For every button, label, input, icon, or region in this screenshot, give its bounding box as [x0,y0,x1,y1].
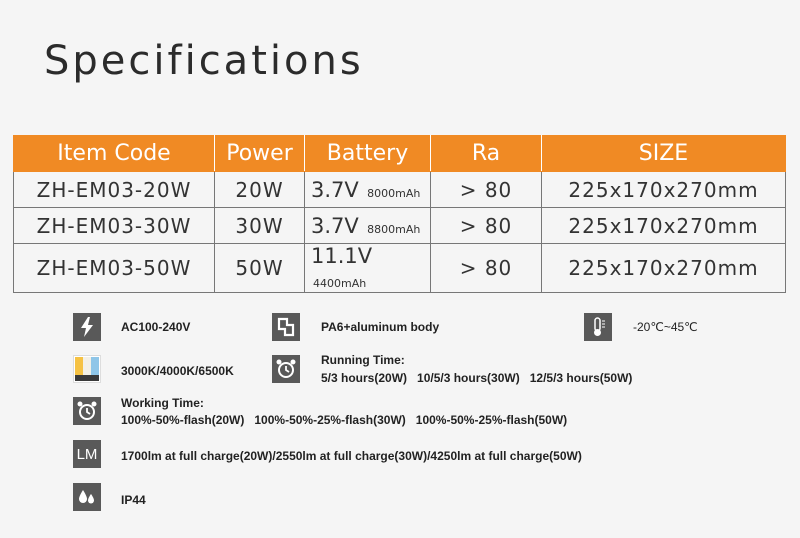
input-voltage-text: AC100-240V [121,320,191,334]
battery-cell [305,208,431,244]
water-drop-icon [73,483,101,511]
battery-cell [305,244,431,293]
running-time-text: 5/3 hours(20W) 10/5/3 hours(30W) 12/5/3 hours(50W) [321,371,633,385]
housing-icon [272,313,300,341]
table-row [14,172,786,208]
running-time-title: Running Time: [321,353,405,367]
thermometer-icon [584,313,612,341]
battery-cell [305,172,431,208]
alarm-clock-icon [73,397,101,425]
battery-voltage: 11.1V [311,244,373,268]
spec-table [13,135,786,293]
working-time-text: 100%-50%-flash(20W) 100%-50%-25%-flash(30W) 100%-50%-25%-flash(50W) [121,413,568,427]
ra-cell: > 80 [431,172,542,208]
alarm-clock-icon [272,355,300,383]
page-title: Specifications [44,38,364,84]
item-code-cell: ZH-EM03-50W [14,244,215,293]
cct-text: 3000K/4000K/6500K [121,364,234,378]
battery-capacity: 4400mAh [313,277,367,290]
header-ra: Ra [431,136,542,172]
battery-voltage: 3.7V [311,177,359,202]
size-cell: 225x170x270mm [542,208,786,244]
working-time-title: Working Time: [121,396,204,410]
size-cell: 225x170x270mm [542,172,786,208]
table-row [14,244,786,293]
header-battery: Battery [305,136,431,172]
color-temperature-icon [73,355,101,383]
power-cell: 30W [215,208,305,244]
power-cell: 50W [215,244,305,293]
battery-capacity: 8000mAh [367,186,421,200]
battery-capacity: 8800mAh [367,222,421,236]
power-cell: 20W [215,172,305,208]
ip-rating-text: IP44 [121,493,146,507]
battery-voltage: 3.7V [311,213,359,238]
size-cell: 225x170x270mm [542,244,786,293]
ra-cell: > 80 [431,208,542,244]
lightning-icon [73,313,101,341]
table-row [14,208,786,244]
table-header-row [14,136,786,172]
material-text: PA6+aluminum body [321,320,440,334]
header-power: Power [215,136,305,172]
item-code-cell: ZH-EM03-20W [14,172,215,208]
lm-icon: LM [73,440,101,468]
item-code-cell: ZH-EM03-30W [14,208,215,244]
header-item-code: Item Code [14,136,215,172]
ra-cell: > 80 [431,244,542,293]
temperature-text: -20℃~45℃ [633,320,698,334]
lumen-text: 1700lm at full charge(20W)/2550lm at full charge(30W)/4250lm at full charge(50W) [121,449,582,463]
header-size: SIZE [542,136,786,172]
